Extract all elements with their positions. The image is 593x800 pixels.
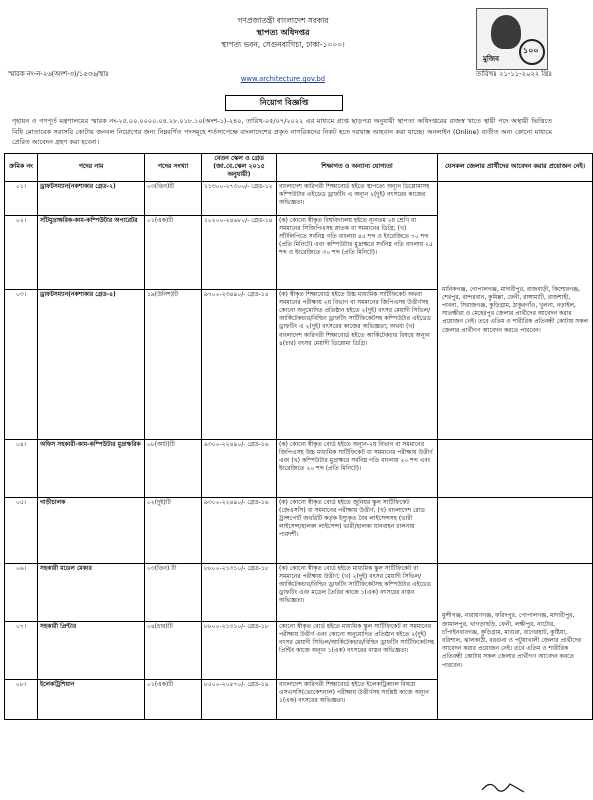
row-qualification: কোনো স্বীকৃত বোর্ড হইতে মাধ্যমিক স্কুল সার্টিফিকেট বা সমমানের পরীক্ষায় উত্তীর্ণ এবং কোনো অনুমোদিত প্রতিষ্ঠান হইতে ২(দুই) বৎসর মেয়াদী সিভিল/আর্কিটেকচার/বিল্ডিং ড্রাফটিং সার্টিফিকেটসহ প্রিন্টিং কাজে অন্যূন ১(এক) বৎসরের বাস্তব অভিজ্ঞতা। — [277, 621, 438, 679]
row-serial: ০৮। — [5, 679, 38, 719]
row-serial: ০৪। — [5, 439, 38, 497]
row-post: ড্রাফটসম্যান(নকশাকার গ্রেড-২) — [38, 181, 145, 215]
row-count: ০৩(তিন) টি — [145, 563, 202, 621]
districts-cell-empty — [438, 497, 593, 563]
row-post: ড্রাফটসম্যান(নকশাকার গ্রেড-৪) — [38, 289, 145, 439]
portrait-icon — [491, 15, 521, 49]
table-row — [5, 439, 593, 497]
vacancy-table — [4, 153, 593, 720]
row-post: সাঁটমুদ্রাক্ষরিক-কাম-কম্পিউটার অপারেটর — [38, 215, 145, 289]
districts-cell-1: মানিকগঞ্জ, গোপালগঞ্জ, মাদারীপুর, রাজবাড়ী, কিশোরগঞ্জ, শেরপুর, বান্দরবান, কুমিল্লা, ফেনী, রাঙ্গামাটি, রাজশাহী, পাবনা, সিরাজগঞ্জ, কুড়িগ্রাম, ঠাকুরগাঁও, খুলনা, নড়াইল, সাতক্ষীরা ও মেহেরপুর জেলার প্রার্থীদের আবেদন করার প্রয়োজন নেই। তবে এতিম ও শারীরিক প্রতিবন্ধী কোটায় সকল জেলার প্রার্থীগণ আবেদন করতে পারবেন। — [438, 181, 593, 439]
row-qualification: (ক) স্বীকৃত শিক্ষাবোর্ড হইতে উচ্চ মাধ্যমিক সার্টিফিকেট অথবা সমমানের পরীক্ষায় ২য় বিভাগ বা সমমানের জিপিএসহ উত্তীর্ণসহ কোনো অনুমোদিত প্রতিষ্ঠান হইতে ২(দুই) বৎসর মেয়াদী সিভিল/আর্কিটেকচার/বিল্ডিং ড্রাফটিং সার্টিফিকেটসহ কম্পিউটার এইডেড ড্রাফটিং এ ২(দুই) বৎসরের কাজের অভিজ্ঞতা; অথবা (খ) বাংলাদেশ কারিগরী শিক্ষাবোর্ড হইতে আর্কিটেকচার বিষয়ে অন্যূন ৪(চার) বৎসর মেয়াদী ডিপ্লোমা ডিগ্রি। — [277, 289, 438, 439]
row-post: গাড়ীচালক — [38, 497, 145, 563]
row-qualification: (ক) কোনো স্বীকৃত বোর্ড হইতে মাধ্যমিক স্কুল সার্টিফিকেট বা সমমানের পরীক্ষায় উত্তীর্ণ; (খ) ২(দুই) বৎসর মেয়াদী সিভিল/আর্কিটেকচার/বিল্ডিং ড্রাফটিং সার্টিফিকেটসহ কম্পিউটার এইডেড ড্রাফটিং এবং মডেল তৈরির কাজে ১(এক) বৎসরের বাস্তব অভিজ্ঞতা। — [277, 563, 438, 621]
row-post: অফিস সহকারী-কাম-কম্পিউটার মুদ্রাক্ষরিক — [38, 439, 145, 497]
row-scale: ৯৩০০-২২৪৯০/- গ্রেড-১৬ — [202, 497, 277, 563]
row-count: ০৩(তিন)টি — [145, 181, 202, 215]
row-scale: ৯৭০০-২৩৪৯০/- গ্রেড-১৫ — [202, 289, 277, 439]
row-count: ০৮(আট)টি — [145, 439, 202, 497]
districts-cell-empty — [438, 439, 593, 497]
notice-date: তারিখঃ ২১-১১-২০২২ খ্রিঃ — [475, 70, 552, 78]
row-count: ০১(এক)টি — [145, 679, 202, 719]
header-scale: বেতন স্কেল ও গ্রেড (জা.বে.স্কেল ২০১৫ অনুযায়ী) — [202, 154, 277, 182]
row-post: ইলেকট্রিশিয়ান — [38, 679, 145, 719]
row-count: ০১(এক)টি — [145, 215, 202, 289]
signature-mark — [480, 778, 526, 794]
memo-number: স্মারক নং-ন-২৬(অংশ-৩)/১৫৩৬/স্থাঃ — [8, 70, 109, 78]
row-post: সহকারী মডেল মেকার — [38, 563, 145, 621]
intro-paragraph: গৃহায়ন ও গণপূর্ত মন্ত্রণালয়ের স্মারক নং-২৫.০০.০০০০.০৪.২৮.০১৮.১০(অংশ-১)-২৪০, তারিখ-০৫/০৭/২০২২ এর মাধ্যমে প্রাপ্ত ছাড়পত্র অনুযায়ী স্থাপত্য অধিদপ্তরের রাজস্ব খাতে স্থায়ী পদে অস্থায়ী ভিত্তিতে বিধি মোতাবেক সরাসরি কোটায় জনবল নিয়োগের জন্য নিম্নবর্ণিত পদসমূহে শর্তসাপেক্ষে বাংলাদেশের প্রকৃত নাগরিকদের নিকট হতে দরখাস্ত আহবান করা যাচ্ছে। অনলাইন (Online) ব্যতীত অন্য কোনো মাধ্যমে প্রেরিত আবেদন গ্রহণ করা হবেনা। — [12, 117, 552, 146]
department-address: স্থাপত্য ভবন, সেগুনবাগিচা, ঢাকা-১০০০। — [221, 40, 345, 49]
row-serial: ০৬। — [5, 563, 38, 621]
row-scale: ১০২০০-২৪৬৮০/- গ্রেড-১৪ — [202, 215, 277, 289]
row-serial: ০৭। — [5, 621, 38, 679]
row-qualification: বাংলাদেশ কারিগরী শিক্ষাবোর্ড হইতে ইলেকট্রিক্যাল বিষয়ে এসএসসি(ভোকেশনাল) পরীক্ষায় উত্তীর্ণসহ সংশ্লিষ্ট কাজে অন্যূন ১(এক) বৎসরের অভিজ্ঞতা। — [277, 679, 438, 719]
row-serial: ০৫। — [5, 497, 38, 563]
mujib-100-logo — [476, 8, 548, 70]
row-qualification: (ক) কোনো স্বীকৃত বোর্ড হইতে জুনিয়র স্কুল সার্টিফিকেট (জেএসসি) বা সমমানের পরীক্ষায় উত্তীর্ণ; (খ) বাংলাদেশ রোড ট্রান্সপোর্ট অথরিটি কর্তৃক ইস্যুকৃত বৈধ লাইসেন্সসহ (ভারী লাইসেন্স/হালকা লাইসেন্স) ভারী/হালকা যানবাহন চালনায় পারদর্শী। — [277, 497, 438, 563]
row-serial: ০১। — [5, 181, 38, 215]
logo-text: মুজিব — [483, 55, 500, 63]
department-name: স্থাপত্য অধিদপ্তর — [256, 28, 310, 37]
row-scale: ৮৫০০-২০৫৭০/- গ্রেড-১৯ — [202, 679, 277, 719]
row-scale: ১১৩০০-২৭৩০০/- গ্রেড-১২ — [202, 181, 277, 215]
header-post: পদের নাম — [38, 154, 145, 182]
table-header-row — [5, 154, 593, 182]
header-serial: ক্রমিক নং — [5, 154, 38, 182]
header-qualification: শিক্ষাগত ও অন্যান্য যোগ্যতা — [277, 154, 438, 182]
row-qualification: (ক) কোনো স্বীকৃত বোর্ড হইতে অন্যূন-২য় বিভাগ বা সমমানের জিপিএসহ উচ্চ মাধ্যমিক সার্টিফিকেট বা সমমানের পরীক্ষায় উত্তীর্ণ এবং (খ) কম্পিউটার মুদ্রাক্ষরে সর্বনিম্ন গতি বাংলায় ২০ শব্দ এবং ইংরেজিতে ২০ শব্দ (প্রতি মিনিটে)। — [277, 439, 438, 497]
header-districts: যেসকল জেলার প্রার্থীদের আবেদন করার প্রয়োজন নেই। — [438, 154, 593, 182]
website-link[interactable]: www.architecture.gov.bd — [240, 75, 326, 83]
table-row — [5, 497, 593, 563]
row-scale: ৯৩০০-২২৪৯০/- গ্রেড-১৬ — [202, 439, 277, 497]
row-scale: ৮৮০০-২১৩১০/- গ্রেড-১৮ — [202, 621, 277, 679]
govt-name: গণপ্রজাতন্ত্রী বাংলাদেশ সরকার — [237, 16, 329, 25]
row-count: ১৯(উনিশ)টি — [145, 289, 202, 439]
letterhead — [0, 0, 566, 83]
row-qualification: (ক) কোনো স্বীকৃত বিশ্ববিদ্যালয় হইতে ন্যূনতম ২য় শ্রেণি বা সমমানের সিজিপিএসহ স্নাতক বা সমমানের ডিগ্রি; (খ) সাঁটলিপিতে সর্বনিম্ন গতি বাংলায় ৪৫ শব্দ ও ইংরেজিতে ৭০ শব্দ (প্রতি মিনিটে) এবং কম্পিউটার মুদ্রাক্ষরে সর্বনিম্ন গতি বাংলায় ২৫ শব্দ ও ইংরেজিতে ৩০ শব্দ (প্রতি মিনিটে)। — [277, 215, 438, 289]
row-serial: ০২। — [5, 215, 38, 289]
logo-number: ১০০ — [523, 46, 539, 55]
row-scale: ৮৮০০-২১৩১০/- গ্রেড-১৮ — [202, 563, 277, 621]
notice-title: নিয়োগ বিজ্ঞপ্তি — [225, 95, 343, 111]
row-count: ০৪(চার)টি — [145, 621, 202, 679]
row-qualification: বাংলাদেশ কারিগরী শিক্ষাবোর্ড হইতে স্থাপত্যে অন্যূন ডিপ্লোমাসহ কম্পিউটার এইডেড ড্রাফটিং এ অন্যূন ২(দুই) বৎসরের কাজের অভিজ্ঞতা। — [277, 181, 438, 215]
table-row — [5, 563, 593, 621]
row-count: ০২(দুই)টি — [145, 497, 202, 563]
table-row — [5, 181, 593, 215]
row-serial: ০৩। — [5, 289, 38, 439]
districts-cell-2: মুন্সীগঞ্জ, নারায়ণগঞ্জ, ফরিদপুর, গোপালগঞ্জ, মাদারীপুর, জামালপুর, খাগড়াছড়ি, ফেনী, লক্ষীপুর, নাটোর, চাঁপাইনবাবগঞ্জ, কুড়িগ্রাম, মাগুরা, বাগেরহাট, কুষ্টিয়া, বরিশাল, ঝালকাঠী, বরগুনা ও পটুয়াখালী জেলার প্রার্থীদের আবেদন করার প্রয়োজন নেই। তবে এতিম ও শারীরিক প্রতিবন্ধী কোটায় সকল জেলার প্রার্থীগণ আবেদন করতে পারবেন। — [438, 563, 593, 719]
row-post: সহকারী প্রিন্টার — [38, 621, 145, 679]
header-count: পদের সংখ্যা — [145, 154, 202, 182]
